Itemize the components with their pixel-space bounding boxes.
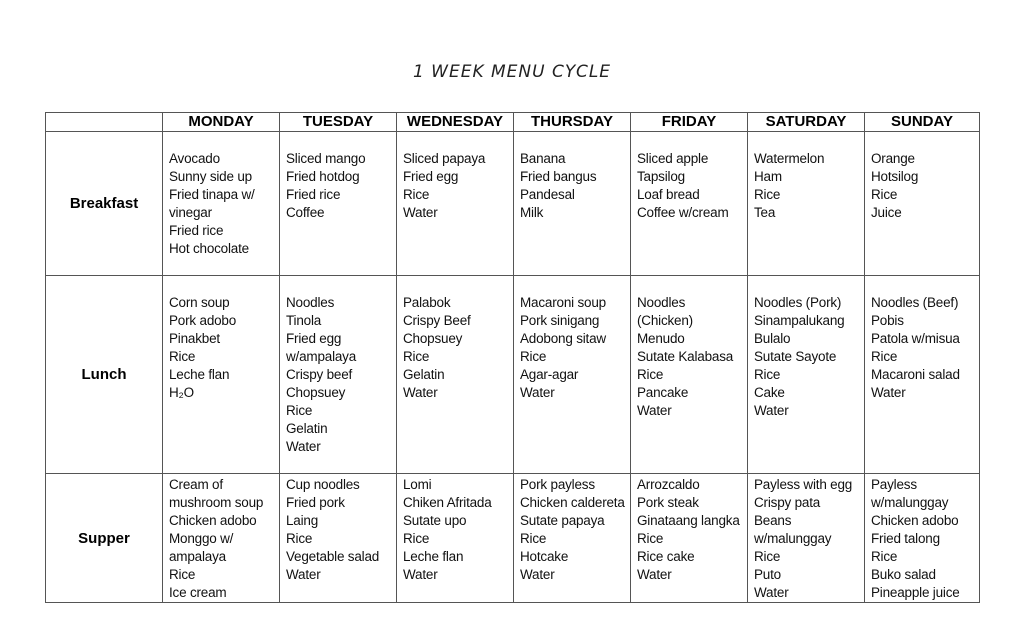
menu-item: Milk <box>520 205 544 220</box>
menu-item: Ginataang langka <box>637 513 740 528</box>
menu-item: Fried hotdog <box>286 169 360 184</box>
menu-cell <box>748 474 865 603</box>
menu-item: Gelatin <box>403 367 445 382</box>
menu-item: Sliced mango <box>286 151 366 166</box>
menu-item: Chopsuey <box>286 385 346 400</box>
meal-row-supper <box>46 474 980 603</box>
menu-item: w/malunggay <box>871 495 949 510</box>
menu-cell <box>514 474 631 603</box>
menu-item: Cup noodles <box>286 477 360 492</box>
menu-item: Fried pork <box>286 495 345 510</box>
menu-item: Leche flan <box>403 549 464 564</box>
menu-cell <box>280 474 397 603</box>
menu-item: Hotcake <box>520 549 569 564</box>
menu-item: Macaroni soup <box>520 295 606 310</box>
menu-item: Beans <box>754 513 792 528</box>
menu-item: Cake <box>754 385 785 400</box>
menu-item: Sutate Sayote <box>754 349 837 364</box>
menu-item: Bulalo <box>754 331 791 346</box>
menu-item: Agar-agar <box>520 367 579 382</box>
menu-item: Coffee <box>286 205 325 220</box>
menu-item: Lomi <box>403 477 432 492</box>
menu-item: Pork steak <box>637 495 699 510</box>
day-header: THURSDAY <box>514 113 631 132</box>
menu-item: Noodles <box>637 295 686 310</box>
menu-item: Chiken Afritada <box>403 495 492 510</box>
menu-item: Water <box>286 439 321 454</box>
menu-item: Sliced apple <box>637 151 709 166</box>
menu-item: Ham <box>754 169 782 184</box>
menu-item: Rice <box>169 349 196 364</box>
menu-cell <box>397 276 514 474</box>
menu-item: Water <box>871 385 906 400</box>
menu-item: Macaroni salad <box>871 367 960 382</box>
menu-cell <box>280 132 397 276</box>
menu-item: Fried rice <box>286 187 341 202</box>
menu-item: Rice <box>871 187 898 202</box>
menu-item: Watermelon <box>754 151 825 166</box>
menu-item: (Chicken) <box>637 313 693 328</box>
menu-item: Rice <box>871 349 898 364</box>
menu-item: Pobis <box>871 313 904 328</box>
meal-row-lunch <box>46 276 980 474</box>
menu-item: Rice <box>286 531 313 546</box>
menu-item: Sunny side up <box>169 169 252 184</box>
menu-item: Noodles (Pork) <box>754 295 842 310</box>
menu-item: Laing <box>286 513 319 528</box>
header-row <box>46 113 980 132</box>
menu-item: Buko salad <box>871 567 936 582</box>
menu-item: ampalaya <box>169 549 226 564</box>
menu-cell <box>631 132 748 276</box>
menu-item: Water <box>637 403 672 418</box>
menu-cell <box>163 132 280 276</box>
day-header: TUESDAY <box>280 113 397 132</box>
menu-item: Rice <box>286 403 313 418</box>
menu-item: Cream of <box>169 477 223 492</box>
menu-cell <box>748 132 865 276</box>
menu-item: Pancake <box>637 385 689 400</box>
menu-item: Chicken caldereta <box>520 495 625 510</box>
menu-item: Avocado <box>169 151 220 166</box>
menu-item: Sinampalukang <box>754 313 845 328</box>
day-header: WEDNESDAY <box>397 113 514 132</box>
menu-item: Rice <box>403 187 430 202</box>
menu-item: Vegetable salad <box>286 549 380 564</box>
menu-item: Tinola <box>286 313 322 328</box>
menu-item: vinegar <box>169 205 212 220</box>
meal-row-breakfast <box>46 132 980 276</box>
menu-item: Water <box>520 567 555 582</box>
menu-item: Noodles <box>286 295 335 310</box>
menu-cell <box>865 474 980 603</box>
menu-item: Water <box>754 585 789 600</box>
meal-label: Breakfast <box>46 132 163 276</box>
menu-item: Crispy pata <box>754 495 821 510</box>
day-header: SATURDAY <box>748 113 865 132</box>
menu-item: Pineapple juice <box>871 585 960 600</box>
menu-item: Corn soup <box>169 295 230 310</box>
menu-cell <box>514 276 631 474</box>
corner-cell <box>46 113 163 132</box>
menu-cell <box>865 132 980 276</box>
menu-item: Payless <box>871 477 917 492</box>
menu-cell <box>163 474 280 603</box>
menu-item: Arrozcaldo <box>637 477 700 492</box>
menu-item: Fried tinapa w/ <box>169 187 255 202</box>
menu-item: Rice <box>520 349 547 364</box>
menu-cell <box>514 132 631 276</box>
menu-item: Banana <box>520 151 566 166</box>
menu-item: Monggo w/ <box>169 531 234 546</box>
menu-item: Water <box>403 205 438 220</box>
menu-body <box>46 132 980 603</box>
menu-item: Sutate upo <box>403 513 467 528</box>
day-header: MONDAY <box>163 113 280 132</box>
menu-item: Rice cake <box>637 549 695 564</box>
menu-item: Leche flan <box>169 367 230 382</box>
page-title: 1 WEEK MENU CYCLE <box>412 62 612 82</box>
menu-item: Water <box>637 567 672 582</box>
menu-item: Menudo <box>637 331 685 346</box>
menu-item: Rice <box>403 349 430 364</box>
menu-item: Pork adobo <box>169 313 237 328</box>
menu-item: Hotsilog <box>871 169 919 184</box>
menu-item: Water <box>286 567 321 582</box>
menu-item: Fried talong <box>871 531 940 546</box>
menu-cell <box>397 474 514 603</box>
menu-item: Tea <box>754 205 776 220</box>
menu-item: Rice <box>754 549 781 564</box>
menu-cell <box>631 474 748 603</box>
menu-item: w/ampalaya <box>286 349 357 364</box>
menu-item: Gelatin <box>286 421 328 436</box>
menu-item: Chicken adobo <box>169 513 257 528</box>
menu-item: H₂O <box>169 385 194 400</box>
menu-cell <box>865 276 980 474</box>
menu-item: Fried egg <box>286 331 342 346</box>
menu-item: Sutate Kalabasa <box>637 349 734 364</box>
day-header: SUNDAY <box>865 113 980 132</box>
menu-item: w/malunggay <box>754 531 832 546</box>
menu-cell <box>748 276 865 474</box>
menu-item: Pandesal <box>520 187 575 202</box>
day-header: FRIDAY <box>631 113 748 132</box>
menu-item: Pork sinigang <box>520 313 600 328</box>
menu-item: Water <box>403 385 438 400</box>
menu-item: Chicken adobo <box>871 513 959 528</box>
menu-item: Loaf bread <box>637 187 700 202</box>
menu-item: Water <box>403 567 438 582</box>
menu-cell <box>280 276 397 474</box>
menu-item: Hot chocolate <box>169 241 249 256</box>
menu-item: Juice <box>871 205 902 220</box>
menu-item: Patola w/misua <box>871 331 960 346</box>
menu-cell <box>163 276 280 474</box>
menu-item: Tapsilog <box>637 169 685 184</box>
menu-item: Rice <box>754 187 781 202</box>
menu-item: Rice <box>637 531 664 546</box>
menu-cell <box>631 276 748 474</box>
menu-item: mushroom soup <box>169 495 264 510</box>
menu-item: Water <box>520 385 555 400</box>
menu-item: Noodles (Beef) <box>871 295 959 310</box>
menu-item: Payless with egg <box>754 477 853 492</box>
menu-item: Crispy Beef <box>403 313 471 328</box>
menu-item: Puto <box>754 567 781 582</box>
menu-item: Fried egg <box>403 169 459 184</box>
meal-label: Lunch <box>46 276 163 474</box>
menu-item: Sliced papaya <box>403 151 486 166</box>
menu-item: Pinakbet <box>169 331 220 346</box>
menu-item: Fried bangus <box>520 169 597 184</box>
menu-item: Crispy beef <box>286 367 353 382</box>
menu-item: Rice <box>871 549 898 564</box>
menu-item: Chopsuey <box>403 331 463 346</box>
menu-item: Coffee w/cream <box>637 205 729 220</box>
menu-table <box>45 112 980 603</box>
menu-item: Pork payless <box>520 477 595 492</box>
menu-item: Rice <box>520 531 547 546</box>
menu-item: Fried rice <box>169 223 224 238</box>
menu-item: Ice cream <box>169 585 227 600</box>
menu-item: Rice <box>403 531 430 546</box>
menu-item: Water <box>754 403 789 418</box>
menu-item: Rice <box>169 567 196 582</box>
menu-item: Adobong sitaw <box>520 331 606 346</box>
meal-label: Supper <box>46 474 163 603</box>
menu-item: Orange <box>871 151 915 166</box>
menu-item: Rice <box>754 367 781 382</box>
menu-item: Palabok <box>403 295 451 310</box>
menu-item: Sutate papaya <box>520 513 605 528</box>
menu-item: Rice <box>637 367 664 382</box>
menu-cell <box>397 132 514 276</box>
